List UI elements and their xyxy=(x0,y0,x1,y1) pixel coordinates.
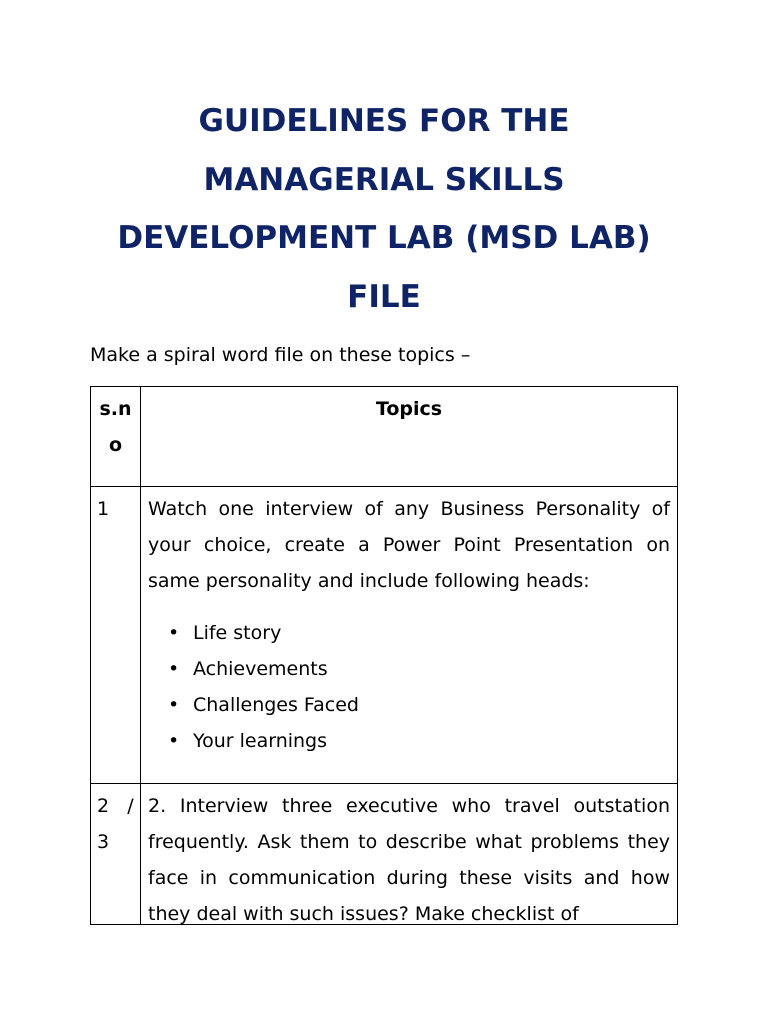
sno-value: 3 xyxy=(97,831,110,853)
list-item xyxy=(148,651,670,687)
page-title xyxy=(90,92,678,326)
list-item-label: Challenges Faced xyxy=(193,694,359,716)
title-line: MANAGERIAL SKILLS xyxy=(203,161,565,198)
topic-line: 2. Interview three executive who travel outstation xyxy=(148,795,670,817)
list-item xyxy=(148,723,670,759)
topic-paragraph xyxy=(148,788,670,925)
bullet-icon: • xyxy=(168,658,180,680)
title-line: GUIDELINES FOR THE xyxy=(198,103,570,139)
topic-line: frequently. Ask them to describe what problems xyxy=(148,831,620,853)
topic-line: they face in communication during these visits and xyxy=(148,831,671,889)
topics-table xyxy=(90,386,678,925)
intro-text: Make a spiral word file on these topics – xyxy=(90,344,471,366)
list-item-label: Achievements xyxy=(193,658,328,680)
list-item-label: Your learnings xyxy=(193,730,328,752)
topic-cell xyxy=(141,487,677,783)
list-item-label: Life story xyxy=(193,622,282,644)
bullet-icon: • xyxy=(168,694,180,716)
title-line: FILE xyxy=(347,278,421,315)
sno-cell xyxy=(91,784,140,925)
sno-value: 1 xyxy=(97,498,110,520)
sno-header-part: s.n xyxy=(99,398,132,420)
topic-cell xyxy=(141,784,677,925)
bullet-icon: • xyxy=(168,622,180,644)
list-item xyxy=(148,615,670,651)
title-line: DEVELOPMENT LAB (MSD LAB) xyxy=(117,220,651,256)
topic-line: how they deal with such issues? Make checklist of xyxy=(148,867,670,925)
list-item xyxy=(148,687,670,723)
sno-header-cell xyxy=(91,387,140,486)
sno-cell xyxy=(91,487,140,783)
topic-line: Watch one interview of any Business Personality of xyxy=(148,498,670,520)
topic-line: same personality and include following heads: xyxy=(148,570,590,592)
topic-paragraph xyxy=(148,491,670,599)
table-row xyxy=(91,487,677,784)
topic-bullet-list xyxy=(148,615,670,759)
topic-line: your choice, create a Power Point Presentation on xyxy=(148,534,670,556)
bullet-icon: • xyxy=(168,730,180,752)
sno-header-part: o xyxy=(108,434,123,456)
table-row xyxy=(91,784,677,925)
topics-header-label: Topics xyxy=(375,398,443,420)
sno-value: 2 / xyxy=(97,795,134,817)
table-header-row xyxy=(91,387,677,487)
topics-header-cell xyxy=(141,387,677,486)
